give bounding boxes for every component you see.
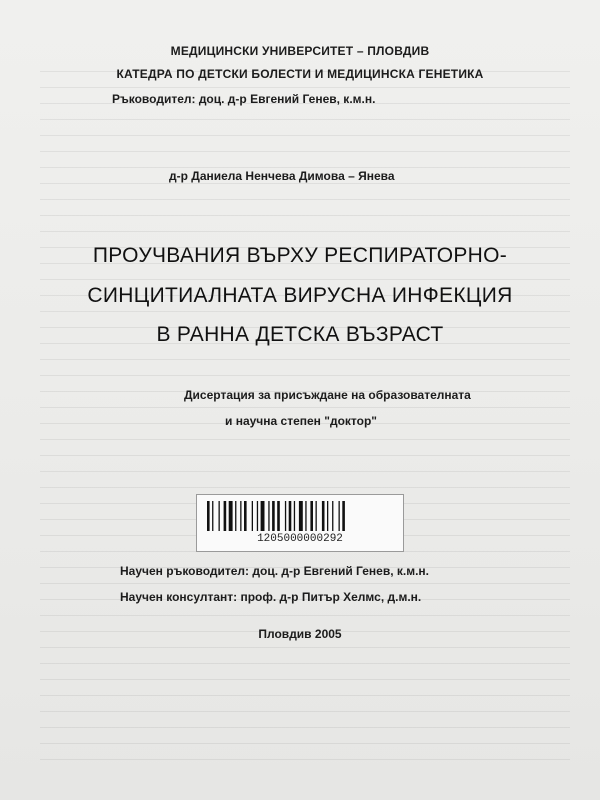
place-and-year: Пловдив 2005 bbox=[258, 627, 342, 641]
department-head: Ръководител: доц. д-р Евгений Генев, к.м.н. bbox=[112, 92, 376, 106]
barcode-bar bbox=[285, 501, 286, 531]
barcode-bar bbox=[224, 501, 227, 531]
barcode-bar bbox=[339, 501, 340, 531]
scientific-consultant: Научен консултант: проф. д-р Питър Хелмс, д.м.н. bbox=[120, 590, 422, 604]
show-through-text bbox=[40, 60, 570, 760]
university-name: МЕДИЦИНСКИ УНИВЕРСИТЕТ – ПЛОВДИВ bbox=[170, 44, 430, 58]
dissertation-note-line-1: Дисертация за присъждане на образователната bbox=[184, 388, 471, 402]
barcode-bar bbox=[289, 501, 292, 531]
barcode-bar bbox=[219, 501, 220, 531]
barcode-bar bbox=[229, 501, 233, 531]
scientific-supervisor: Научен ръководител: доц. д-р Евгений Генев, к.м.н. bbox=[120, 564, 430, 578]
barcode-bar bbox=[272, 501, 275, 531]
thesis-title-line-1: ПРОУЧВАНИЯ ВЪРХУ РЕСПИРАТОРНО- bbox=[92, 244, 508, 267]
barcode-bar bbox=[235, 501, 236, 531]
barcode-bar bbox=[342, 501, 345, 531]
dissertation-note-line-2: и научна степен "доктор" bbox=[225, 414, 377, 428]
barcode-bar bbox=[268, 501, 269, 531]
barcode-bar bbox=[244, 501, 247, 531]
barcode-bar bbox=[277, 501, 280, 531]
barcode-bar bbox=[212, 501, 213, 531]
barcode-bar bbox=[252, 501, 253, 531]
barcode-bar bbox=[207, 501, 210, 531]
author-name: д-р Даниела Ненчева Димова – Янева bbox=[169, 169, 395, 183]
department-name: КАТЕДРА ПО ДЕТСКИ БОЛЕСТИ И МЕДИЦИНСКА ГЕНЕТИКА bbox=[116, 67, 484, 81]
barcode-bar bbox=[332, 501, 333, 531]
barcode-bar bbox=[240, 501, 241, 531]
barcode-icon bbox=[205, 501, 395, 531]
barcode-bar bbox=[310, 501, 313, 531]
barcode-bar bbox=[316, 501, 317, 531]
barcode-number: 1205000000292 bbox=[257, 533, 343, 545]
barcode-sticker bbox=[196, 494, 404, 552]
thesis-title-line-3: В РАННА ДЕТСКА ВЪЗРАСТ bbox=[156, 323, 444, 346]
barcode-bar bbox=[327, 501, 328, 531]
barcode-bar bbox=[322, 501, 325, 531]
barcode-bar bbox=[261, 501, 265, 531]
thesis-title-line-2: СИНЦИТИАЛНАТА ВИРУСНА ИНФЕКЦИЯ bbox=[87, 284, 513, 307]
barcode-bar bbox=[305, 501, 306, 531]
barcode-bar bbox=[299, 501, 303, 531]
barcode-bar bbox=[257, 501, 258, 531]
barcode-bar bbox=[294, 501, 295, 531]
